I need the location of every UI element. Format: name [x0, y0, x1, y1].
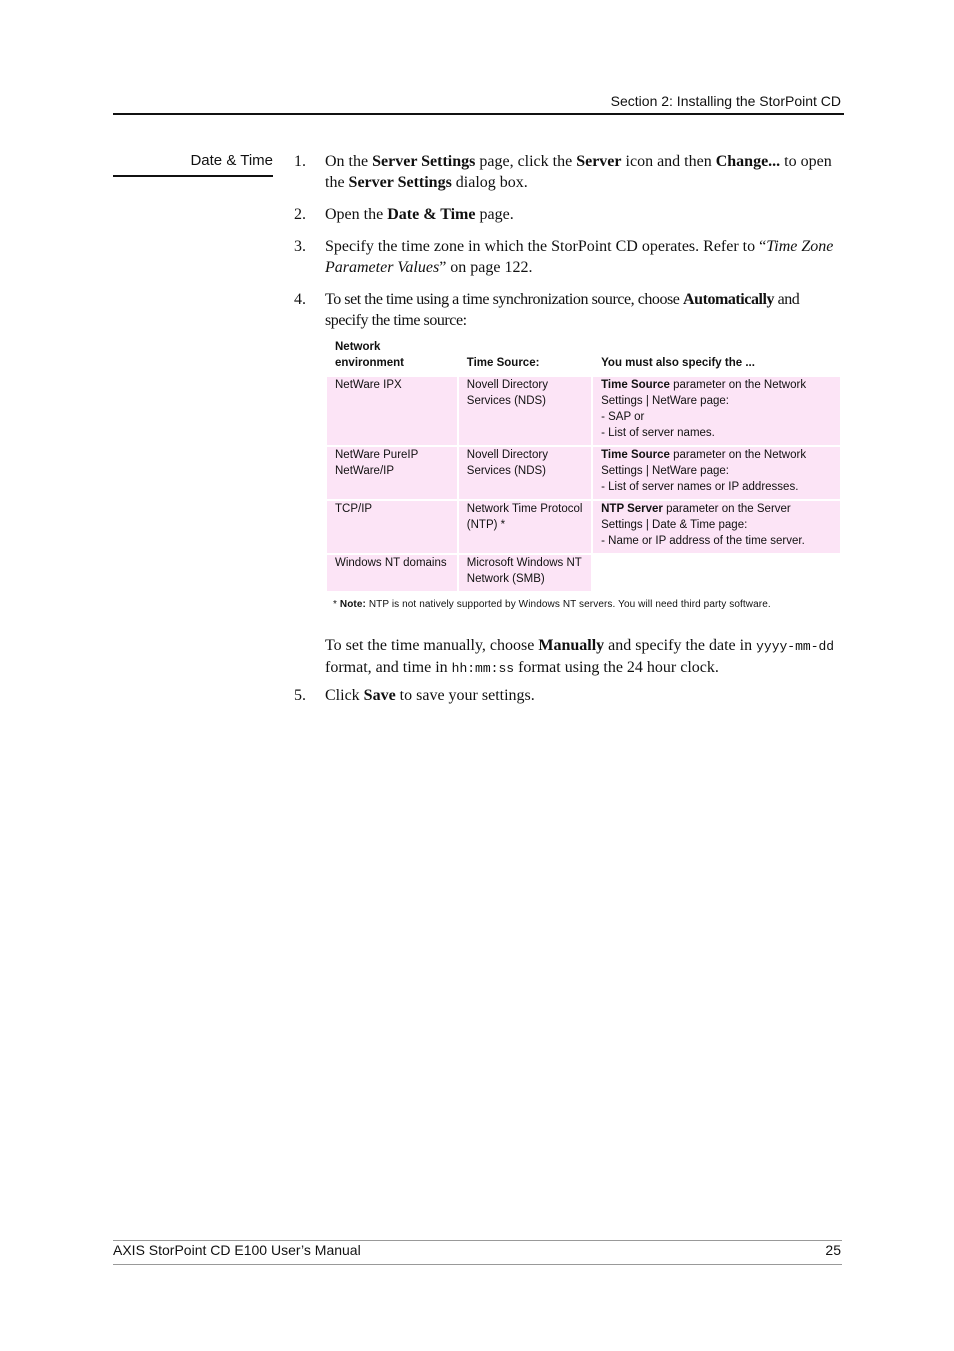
step-number: 2.: [294, 206, 306, 223]
side-heading-rule: [113, 175, 273, 177]
table-cell-empty: [593, 555, 840, 591]
page-number: 25: [825, 1242, 841, 1258]
step-4: [294, 289, 842, 331]
step-5: [294, 685, 842, 706]
table-cell: Time Source parameter on the Network Settings | NetWare page: - List of server names or IP addresses.: [593, 447, 840, 499]
column-header: Network environment: [327, 339, 457, 375]
time-source-table: [325, 337, 842, 593]
footer-title: AXIS StorPoint CD E100 User’s Manual: [113, 1242, 361, 1258]
step-text: Specify the time zone in which the StorPoint CD operates. Refer to “Time Zone Parameter Values” on page 122.: [325, 238, 834, 276]
table-row: [327, 501, 840, 553]
table-row: [327, 377, 840, 445]
table-row: [327, 447, 840, 499]
step-number: 5.: [294, 687, 306, 704]
table-header-row: [327, 339, 840, 375]
step-number: 4.: [294, 291, 306, 308]
step-3: [294, 236, 842, 278]
footer-rule-bottom: [113, 1264, 842, 1265]
table-cell: NTP Server parameter on the Server Settings | Date & Time page: - Name or IP address of the time server.: [593, 501, 840, 553]
step-number: 3.: [294, 238, 306, 255]
table-cell: Microsoft Windows NT Network (SMB): [459, 555, 591, 591]
table-cell: Novell Directory Services (NDS): [459, 447, 591, 499]
manual-time-paragraph: To set the time manually, choose Manually and specify the date in yyyy-mm-dd format, and time in hh:mm:ss format using the 24 hour clock.: [325, 637, 835, 676]
column-header: You must also specify the ...: [593, 339, 840, 375]
side-heading: Date & Time: [190, 152, 273, 169]
step-text: On the Server Settings page, click the Server icon and then Change... to open the Server Settings dialog box.: [325, 153, 832, 191]
step-1: [294, 151, 842, 193]
step-number: 1.: [294, 153, 306, 170]
step-2: [294, 204, 842, 225]
step-text: Open the Date & Time page.: [325, 206, 514, 223]
table-cell: TCP/IP: [327, 501, 457, 553]
table-cell: Windows NT domains: [327, 555, 457, 591]
table-cell: NetWare IPX: [327, 377, 457, 445]
table-cell: Time Source parameter on the Network Settings | NetWare page: - SAP or - List of server names.: [593, 377, 840, 445]
header-rule: [113, 113, 844, 115]
step-text: To set the time using a time synchronization source, choose Automatically and specify the time source:: [325, 291, 800, 329]
cross-reference-link[interactable]: Time Zone Parameter Values: [325, 238, 834, 276]
running-header: Section 2: Installing the StorPoint CD: [610, 93, 841, 109]
table-cell: Novell Directory Services (NDS): [459, 377, 591, 445]
main-content: [294, 151, 842, 717]
table-footnote: * Note: NTP is not natively supported by Windows NT servers. You will need third party software.: [333, 599, 771, 610]
footer-rule-top: [113, 1240, 842, 1241]
table-cell: NetWare PureIP NetWare/IP: [327, 447, 457, 499]
table-cell: Network Time Protocol (NTP) *: [459, 501, 591, 553]
table-row: [327, 555, 840, 591]
column-header: Time Source:: [459, 339, 591, 375]
step-text: Click Save to save your settings.: [325, 687, 535, 704]
